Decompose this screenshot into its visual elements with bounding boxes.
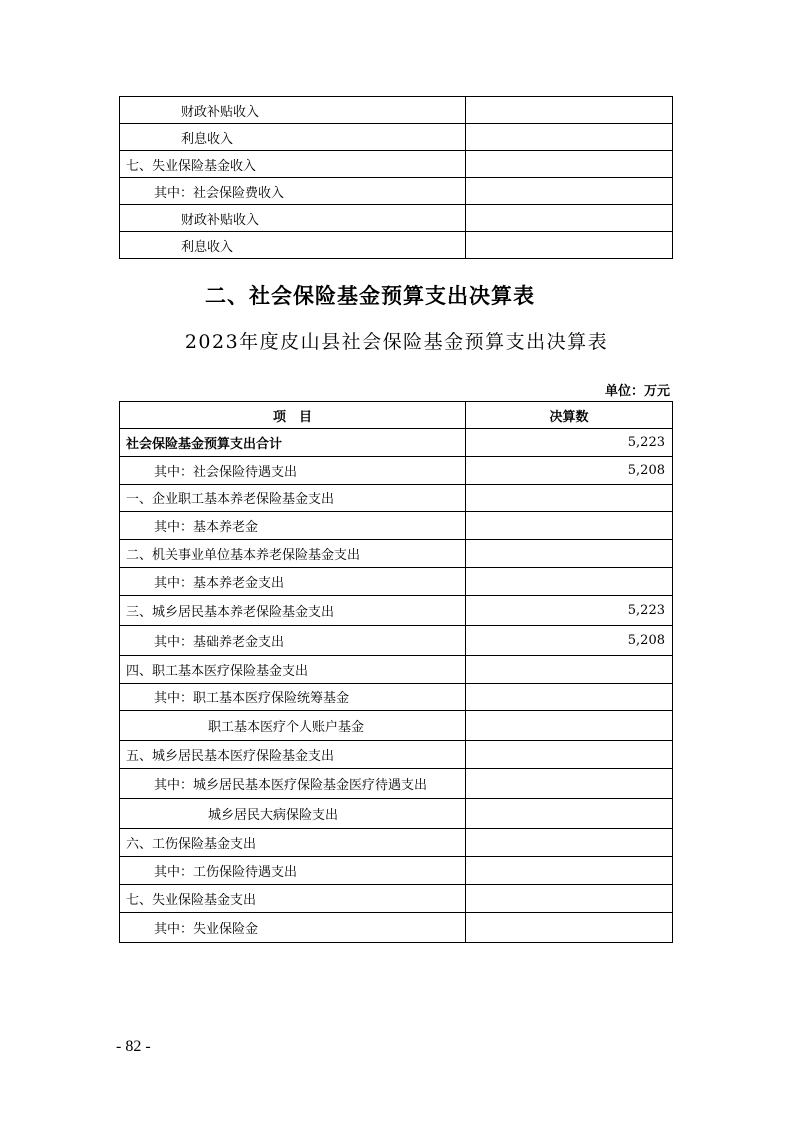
- row-label: 其中：基本养老金支出: [120, 567, 466, 595]
- row-value: [466, 884, 673, 912]
- column-header-item: 项 目: [120, 402, 466, 429]
- table-row: [120, 856, 673, 884]
- row-label: 其中：失业保险金: [120, 912, 466, 942]
- row-value: [466, 97, 673, 124]
- table-row: [120, 799, 673, 829]
- table-row: [120, 232, 673, 259]
- row-label: 七、失业保险基金收入: [120, 151, 466, 178]
- row-value: [466, 205, 673, 232]
- table-row: [120, 711, 673, 741]
- row-label: 六、工伤保险基金支出: [120, 829, 466, 857]
- row-label: 利息收入: [120, 124, 466, 151]
- row-value: [466, 124, 673, 151]
- table-row: [120, 178, 673, 205]
- row-label: 七、失业保险基金支出: [120, 884, 466, 912]
- table-row: [120, 512, 673, 540]
- row-label: 四、职工基本医疗保险基金支出: [120, 655, 466, 683]
- row-value: 5,208: [466, 625, 673, 655]
- table-header-row: [120, 402, 673, 429]
- row-value: [466, 484, 673, 512]
- page-number: - 82 -: [116, 1038, 151, 1055]
- row-value: [466, 711, 673, 741]
- income-table: [119, 96, 673, 259]
- row-value: [466, 799, 673, 829]
- row-label: 其中：职工基本医疗保险统筹基金: [120, 683, 466, 711]
- row-label: 其中：社会保险费收入: [120, 178, 466, 205]
- table-row: [120, 456, 673, 484]
- table-title: 2023年度皮山县社会保险基金预算支出决算表: [184, 331, 609, 353]
- row-value: 5,208: [466, 456, 673, 484]
- row-value: [466, 540, 673, 568]
- table-row: [120, 205, 673, 232]
- row-value: [466, 178, 673, 205]
- table-row: [120, 97, 673, 124]
- row-label: 城乡居民大病保险支出: [120, 799, 466, 829]
- row-label: 其中：工伤保险待遇支出: [120, 856, 466, 884]
- row-value: [466, 912, 673, 942]
- row-value: [466, 856, 673, 884]
- table-row: [120, 769, 673, 799]
- table-row: [120, 884, 673, 912]
- table-row: [120, 683, 673, 711]
- column-header-value: 决算数: [466, 402, 673, 429]
- section-title: 二、社会保险基金预算支出决算表: [205, 284, 535, 308]
- row-value: [466, 829, 673, 857]
- table-row: [120, 655, 673, 683]
- table-row: [120, 595, 673, 625]
- row-value: [466, 232, 673, 259]
- row-label: 职工基本医疗个人账户基金: [120, 711, 466, 741]
- table-row: [120, 540, 673, 568]
- table-row: [120, 741, 673, 769]
- row-label: 利息收入: [120, 232, 466, 259]
- table-row: [120, 625, 673, 655]
- row-label: 其中：社会保险待遇支出: [120, 456, 466, 484]
- row-value: [466, 655, 673, 683]
- row-value: [466, 567, 673, 595]
- row-value: [466, 769, 673, 799]
- row-value: 5,223: [466, 429, 673, 457]
- row-label: 其中：基本养老金: [120, 512, 466, 540]
- row-label: 财政补贴收入: [120, 205, 466, 232]
- row-label: 五、城乡居民基本医疗保险基金支出: [120, 741, 466, 769]
- row-value: [466, 512, 673, 540]
- table-row: [120, 124, 673, 151]
- table-row: [120, 429, 673, 457]
- row-label: 二、机关事业单位基本养老保险基金支出: [120, 540, 466, 568]
- row-label: 一、企业职工基本养老保险基金支出: [120, 484, 466, 512]
- table-row: [120, 829, 673, 857]
- row-value: [466, 683, 673, 711]
- row-label: 三、城乡居民基本养老保险基金支出: [120, 595, 466, 625]
- unit-label: 单位：万元: [604, 384, 670, 399]
- table-row: [120, 484, 673, 512]
- row-value: 5,223: [466, 595, 673, 625]
- row-label: 其中：城乡居民基本医疗保险基金医疗待遇支出: [120, 769, 466, 799]
- table-row: [120, 567, 673, 595]
- table-row: [120, 912, 673, 942]
- row-label: 社会保险基金预算支出合计: [120, 429, 466, 457]
- row-value: [466, 151, 673, 178]
- row-label: 财政补贴收入: [120, 97, 466, 124]
- table-row: [120, 151, 673, 178]
- row-value: [466, 741, 673, 769]
- row-label: 其中：基础养老金支出: [120, 625, 466, 655]
- expense-table: [119, 401, 673, 943]
